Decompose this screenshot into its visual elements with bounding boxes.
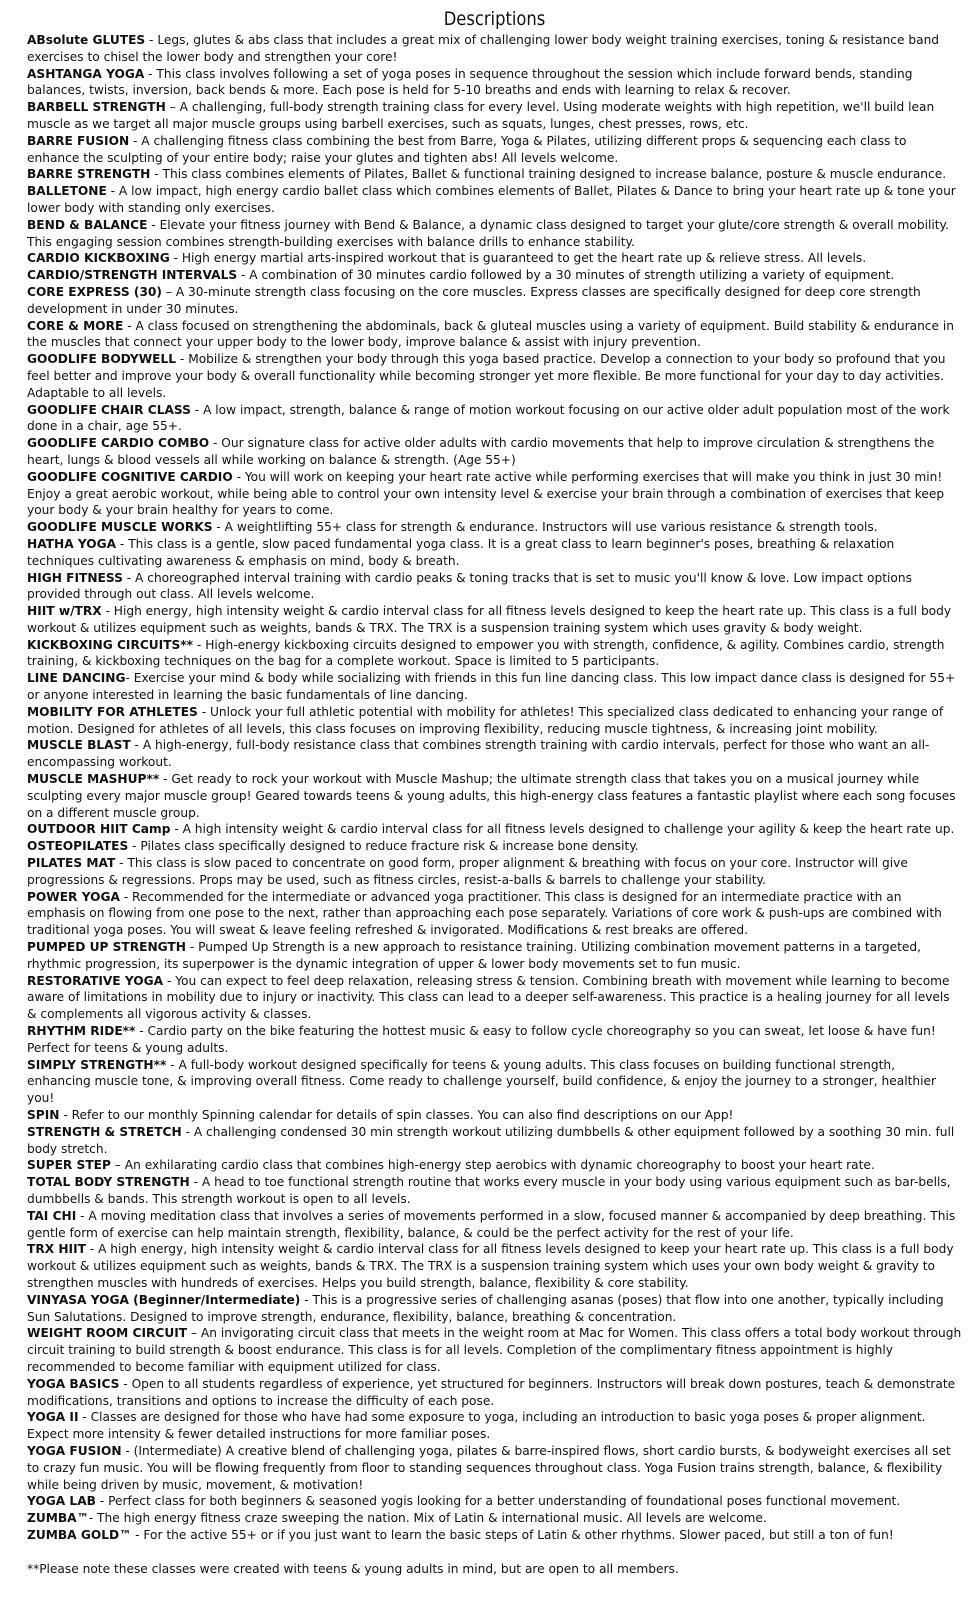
class-description: - A combination of 30 minutes cardio followed by a 30 minutes of strength utilizing a variety of equipment. xyxy=(237,268,895,283)
class-description: - Elevate your fitness journey with Bend & Balance, a dynamic class designed to target your glute/core strength & overall mobility. This engaging session combines strength-building exercises with balance drills to enhance stability. xyxy=(27,217,949,249)
class-entry xyxy=(27,267,962,284)
class-name: TOTAL BODY STRENGTH xyxy=(27,1175,190,1190)
class-name: GOODLIFE MUSCLE WORKS xyxy=(27,520,213,535)
class-entry xyxy=(27,519,962,536)
class-description: - Unlock your full athletic potential with mobility for athletes! This specialized class dedicated to enhancing your range of motion. Designed for athletes of all levels, this class focuses on improving flexibility, reducing muscle tightness, & increasing joint mobility. xyxy=(27,704,944,736)
class-description: - Mobilize & strengthen your body through this yoga based practice. Develop a connection to your body so profound that you feel better and improve your body & overall functionality while becoming stronger yet more flexible. Be more functional for your day to day activities. Adaptable to all levels. xyxy=(27,352,946,400)
class-entry xyxy=(27,1241,962,1291)
class-description: - A full-body workout designed specifically for teens & young adults. This class focuses on building functional strength, enhancing muscle tone, & improving overall fitness. Come ready to challenge yourself, build confidence, & enjoy the journey to a stronger, healthier you! xyxy=(27,1057,936,1106)
class-name: BARRE FUSION xyxy=(27,133,130,148)
class-name: SUPER STEP xyxy=(27,1158,111,1173)
class-name: MOBILITY FOR ATHLETES xyxy=(27,704,198,719)
class-description: - Exercise your mind & body while socializing with friends in this fun line dancing class. This low impact dance class is designed for 55+ or anyone interested in learning the basic fundamentals of line dancing. xyxy=(27,671,956,703)
class-description: - This class involves following a set of yoga poses in sequence throughout the session which include forward bends, standing balances, twists, inversion, back bends & more. Each pose is held for 5-10 breaths and ends with learning to relax & recover. xyxy=(27,66,913,98)
class-entry xyxy=(27,99,962,133)
class-name: BARRE STRENGTH xyxy=(27,167,151,182)
class-name: CORE EXPRESS (30) xyxy=(27,284,162,299)
class-name: OUTDOOR HIIT Camp xyxy=(27,822,171,837)
class-name: SIMPLY STRENGTH** xyxy=(27,1057,167,1072)
class-entry xyxy=(27,1107,962,1124)
class-description: - A challenging condensed 30 min strength workout utilizing dumbbells & other equipment followed by a soothing 30 min. full body stretch. xyxy=(27,1124,955,1156)
class-entry xyxy=(27,771,962,821)
class-description: - A high energy, high intensity weight & cardio interval class for all fitness levels designed to keep your heart rate up. This class is a full body workout & utilizes equipment such as weights, bands & TRX. The TRX is a suspension training system which uses your own body weight & gravity to strengthen muscles with hundreds of exercises. Helps you build strength, balance, flexibility & core stability. xyxy=(27,1242,954,1290)
class-entry xyxy=(27,637,962,671)
class-description: - This class combines elements of Pilates, Ballet & functional training designed to increase balance, posture & muscle endurance. xyxy=(150,167,947,182)
class-description: - A high-energy, full-body resistance class that combines strength training with cardio intervals, perfect for those who want an all-encompassing workout. xyxy=(27,738,930,770)
class-name: YOGA II xyxy=(27,1410,79,1425)
class-entry xyxy=(27,670,962,704)
class-entry xyxy=(27,284,962,318)
class-entry xyxy=(27,1510,962,1527)
class-description: - Pumped Up Strength is a new approach to resistance training. Utilizing combination movement patterns in a targeted, rhythmic progression, its superpower is the dynamic integration of upper & lower body movements set to fun music. xyxy=(27,940,921,971)
class-description: - A weightlifting 55+ class for strength & endurance. Instructors will use various resistance & strength tools. xyxy=(212,520,878,535)
class-name: GOODLIFE COGNITIVE CARDIO xyxy=(27,469,233,484)
class-name: ASHTANGA YOGA xyxy=(27,66,145,81)
class-description: - A choreographed interval training with cardio peaks & toning tracks that is set to music you'll know & love. Low impact options provided through out class. All levels welcome. xyxy=(27,570,912,602)
class-name: HIIT w/TRX xyxy=(27,604,102,619)
class-name: KICKBOXING CIRCUITS** xyxy=(27,637,194,652)
class-name: OSTEOPILATES xyxy=(27,839,129,854)
class-name: GOODLIFE BODYWELL xyxy=(27,352,177,367)
class-description: - A head to toe functional strength routine that works every muscle in your body using various equipment such as bar-bells, dumbbells & bands. This strength workout is open to all levels. xyxy=(27,1175,951,1206)
class-entry xyxy=(27,1443,962,1493)
class-name: SPIN xyxy=(27,1108,60,1122)
class-description: - Get ready to rock your workout with Muscle Mashup; the ultimate strength class that takes you on a musical journey while sculpting every major muscle group! Geared towards teens & young adults, this high-energy class features a fantastic playlist where each song focuses on a different muscle group. xyxy=(27,772,956,820)
class-name: WEIGHT ROOM CIRCUIT xyxy=(27,1326,188,1341)
class-description: – A 30-minute strength class focusing on the core muscles. Express classes are specifically designed for deep core strength development in under 30 minutes. xyxy=(27,284,921,316)
class-description: - Classes are designed for those who have had some exposure to yoga, including an introduction to basic yoga poses & proper alignment. Expect more intensity & fewer detailed instructions for more familiar poses. xyxy=(27,1410,926,1442)
class-name: YOGA FUSION xyxy=(27,1443,122,1458)
class-name: TRX HIIT xyxy=(27,1242,86,1257)
class-description: - For the active 55+ or if you just want to learn the basic steps of Latin & other rhythms. Slower paced, but still a ton of fun! xyxy=(131,1527,894,1542)
class-entry xyxy=(27,973,962,1023)
class-entry xyxy=(27,250,962,267)
class-description: – An exhilarating cardio class that combines high-energy step aerobics with dynamic choreography to boost your heart rate. xyxy=(110,1158,875,1173)
class-description: - Pilates class specifically designed to reduce fracture risk & increase bone density. xyxy=(128,839,639,854)
class-name: MUSCLE BLAST xyxy=(27,738,131,753)
class-description: - You will work on keeping your heart rate active while performing exercises that will make you think in just 30 min! Enjoy a great aerobic workout, while being able to control your own intensity level & exercise your brain through a combination of exercises that keep your body & your brain healthy for years to come. xyxy=(27,469,945,518)
class-description: - Recommended for the intermediate or advanced yoga practitioner. This class is designed for an intermediate practice with an emphasis on flowing from one pose to the next, rather than approaching each pose separately. Variations of core work & push-ups are combined with traditional yoga poses. You will sweat & leave feeling refreshed & invigorated. Modifications & rest breaks are offered. xyxy=(27,889,942,938)
class-entry xyxy=(27,1208,962,1242)
class-description: - (Intermediate) A creative blend of challenging yoga, pilates & barre-inspired flows, short cardio bursts, & bodyweight exercises all set to crazy fun music. You will be flowing frequently from floor to standing sequences throughout class. Yoga Fusion trains strength, balance, & flexibility while being driven by music, movement, & motivation! xyxy=(27,1443,951,1492)
class-description: - This class is slow paced to concentrate on good form, proper alignment & breathing with focus on your core. Instructor will give progressions & regressions. Props may be used, such as fitness circles, resist-a-balls & barrels to challenge your stability. xyxy=(27,856,908,887)
class-entry xyxy=(27,1174,962,1208)
class-description: - The high energy fitness craze sweeping the nation. Mix of Latin & international music. All levels are welcome. xyxy=(88,1511,767,1526)
class-name: LINE DANCING xyxy=(27,671,126,686)
class-name: YOGA LAB xyxy=(27,1494,96,1509)
class-name: HATHA YOGA xyxy=(27,536,117,551)
class-name: MUSCLE MASHUP** xyxy=(27,772,160,787)
class-description: - High energy martial arts-inspired workout that is guaranteed to get the heart rate up & relieve stress. All levels. xyxy=(169,251,867,266)
class-entry xyxy=(27,603,962,637)
class-entry xyxy=(27,402,962,436)
class-entry xyxy=(27,318,962,352)
class-description: - Legs, glutes & abs class that includes a great mix of challenging lower body weight training exercises, toning & resistance band exercises to chisel the lower body and strengthen your core! xyxy=(27,33,940,64)
class-description: - A challenging fitness class combining the best from Barre, Yoga & Pilates, utilizing different props & sequencing each class to enhance the sculpting of your entire body; raise your glutes and tighten abs! All levels welcome. xyxy=(27,133,907,165)
class-entry xyxy=(27,469,962,519)
class-name: GOODLIFE CHAIR CLASS xyxy=(27,402,191,417)
class-description: – A challenging, full-body strength training class for every level. Using moderate weights with high repetition, we'll build lean muscle as we target all major muscle groups using barbell exercises, such as squats, lunges, chest presses, rows, etc. xyxy=(27,100,935,131)
class-description: - A high intensity weight & cardio interval class for all fitness levels designed to challenge your agility & keep the heart rate up. xyxy=(170,822,955,837)
class-entry xyxy=(27,1493,962,1510)
class-entry xyxy=(27,166,962,183)
class-entry xyxy=(27,1124,962,1158)
class-entry xyxy=(27,133,962,167)
class-name: CARDIO KICKBOXING xyxy=(27,251,170,266)
class-name: ZUMBA GOLD™ xyxy=(27,1527,132,1542)
class-name: TAI CHI xyxy=(27,1208,77,1223)
footnote: **Please note these classes were created with teens & young adults in mind, but are open to all members. xyxy=(27,1561,679,1576)
class-name: RESTORATIVE YOGA xyxy=(27,973,164,988)
class-entry xyxy=(27,821,962,838)
class-description: - A moving meditation class that involves a series of movements performed in a slow, focused manner & accompanied by deep breathing. This gentle form of exercise can help maintain strength, flexibility, balance, & could be the perfect activity for the rest of your life. xyxy=(27,1208,956,1240)
class-entry xyxy=(27,1325,962,1375)
class-entry xyxy=(27,66,962,100)
class-name: RHYTHM RIDE** xyxy=(27,1024,136,1039)
class-entry xyxy=(27,1376,962,1410)
class-name: BALLETONE xyxy=(27,184,107,199)
class-description: - This class is a gentle, slow paced fundamental yoga class. It is a great class to learn beginner's poses, breathing & relaxation techniques cultivating awareness & emphasis on mind, body & breath. xyxy=(27,536,895,568)
class-entry xyxy=(27,1057,962,1107)
class-entry xyxy=(27,838,962,855)
class-description: - Perfect class for both beginners & seasoned yogis looking for a better understanding of foundational poses functional movement. xyxy=(95,1494,901,1509)
class-name: CARDIO/STRENGTH INTERVALS xyxy=(27,268,238,283)
class-name: HIGH FITNESS xyxy=(27,570,123,585)
class-entry xyxy=(27,737,962,771)
class-entry xyxy=(27,889,962,939)
class-description: - This is a progressive series of challenging asanas (poses) that flow into one another, typically including Sun Salutations. Designed to improve strength, endurance, flexibility, balance, breathing & concentration. xyxy=(27,1292,944,1324)
class-entry xyxy=(27,351,962,401)
class-description: - High energy, high intensity weight & cardio interval class for all fitness levels designed to keep the heart rate up. This class is a full body workout & utilizes equipment such as weights, bands & TRX. The TRX is a suspension training system which uses gravity & body weight. xyxy=(27,604,952,635)
class-description: - Cardio party on the bike featuring the hottest music & easy to follow cycle choreography so you can sweat, let loose & have fun! Perfect for teens & young adults. xyxy=(27,1024,936,1055)
class-description: - Open to all students regardless of experience, yet structured for beginners. Instructors will break down postures, teach & demonstrate modifications, transitions and options to increase the difficulty of each pose. xyxy=(27,1376,956,1408)
class-entry xyxy=(27,1527,962,1544)
class-name: BARBELL STRENGTH xyxy=(27,100,166,115)
class-name: VINYASA YOGA (Beginner/Intermediate) xyxy=(27,1292,301,1307)
class-description: – An invigorating circuit class that meets in the weight room at Mac for Women. This class offers a total body workout through circuit training to build strength & boost endurance. This class is for all levels. Completion of the complimentary fitness appointment is highly recommended to become familiar with equipment utilized for class. xyxy=(27,1326,962,1374)
class-entry xyxy=(27,1023,962,1057)
class-entry xyxy=(27,1157,962,1174)
class-name: PUMPED UP STRENGTH xyxy=(27,940,186,955)
class-name: ZUMBA™ xyxy=(27,1511,89,1526)
class-name: PILATES MAT xyxy=(27,856,116,871)
class-entry xyxy=(27,855,962,889)
class-entry xyxy=(27,1292,962,1326)
class-description: - Refer to our monthly Spinning calendar for details of spin classes. You can also find descriptions on our App! xyxy=(59,1108,734,1122)
class-description: - High-energy kickboxing circuits designed to empower you with strength, confidence, & agility. Combines cardio, strength training, & kickboxing techniques on the bag for a complete workout. Space is limited to 5 participants. xyxy=(27,637,945,669)
class-description: - Our signature class for active older adults with cardio movements that help to improve circulation & strengthens the heart, lungs & blood vessels all while working on balance & strength. (Age 55+) xyxy=(27,436,935,467)
page-title: Descriptions xyxy=(443,8,546,30)
class-entry xyxy=(27,939,962,973)
class-entry xyxy=(27,570,962,604)
class-entry xyxy=(27,32,962,66)
class-entry xyxy=(27,704,962,738)
class-entry xyxy=(27,1409,962,1443)
descriptions-page xyxy=(27,6,962,1578)
class-name: YOGA BASICS xyxy=(27,1376,120,1391)
class-description: - A low impact, strength, balance & range of motion workout focusing on our active older adult population most of the work done in a chair, age 55+. xyxy=(27,402,950,434)
class-entry xyxy=(27,536,962,570)
class-description: - You can expect to feel deep relaxation, releasing stress & tension. Combining breath with movement while learning to become aware of limitations in mobility due to injury or inactivity. This class can lead to a deeper self-awareness. This practice is a healing journey for all levels & complements all vigorous activity & classes. xyxy=(27,973,950,1022)
class-name: ABsolute GLUTES xyxy=(27,33,146,47)
class-description: - A low impact, high energy cardio ballet class which combines elements of Ballet, Pilates & Dance to bring your heart rate up & tone your lower body with standing only exercises. xyxy=(27,184,956,215)
class-name: GOODLIFE CARDIO COMBO xyxy=(27,436,210,451)
class-description-list xyxy=(27,32,962,1544)
class-description: - A class focused on strengthening the abdominals, back & gluteal muscles using a variety of equipment. Build stability & endurance in the muscles that connect your upper body to the lower body, improve balance & assist with injury prevention. xyxy=(27,318,954,350)
class-name: STRENGTH & STRETCH xyxy=(27,1124,182,1139)
class-entry xyxy=(27,183,962,217)
class-entry xyxy=(27,435,962,469)
class-name: BEND & BALANCE xyxy=(27,217,148,232)
class-name: CORE & MORE xyxy=(27,318,124,333)
class-entry xyxy=(27,217,962,251)
class-name: POWER YOGA xyxy=(27,889,120,904)
